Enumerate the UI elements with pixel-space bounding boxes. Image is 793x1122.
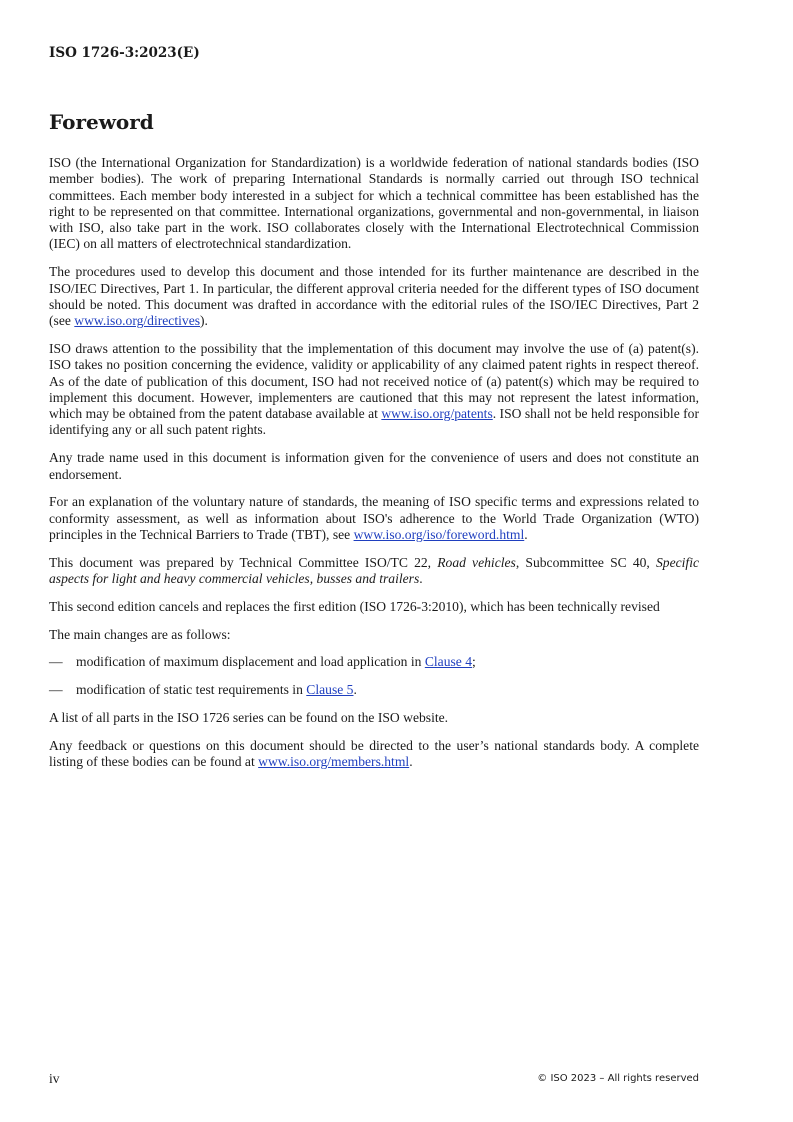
paragraph-text: The procedures used to develop this document and those intended for its further maintenance are described in the ISO/IEC Directives, Part 1. In particular, the different approval criteria needed for the different types of ISO document should be noted. This document was drafted in accordance with the editorial rules of the ISO/IEC Directives, Part 2 (see [49,264,699,329]
paragraph-procedures [49,264,699,329]
dash-bullet: — [49,682,63,698]
paragraph-voluntary-nature [49,494,699,543]
document-page [49,0,699,1122]
list-item [49,682,699,698]
paragraph-edition: This second edition cancels and replaces the first edition (ISO 1726-3:2010), which has been technically revised [49,598,660,614]
list-item-text [76,654,476,670]
dash-bullet: — [49,654,63,670]
subcommittee-name: Specific aspects for light and heavy commercial vehicles, busses and trailers [49,554,700,587]
paragraph-text: ). [200,313,208,329]
paragraph-text: . [353,682,357,698]
paragraph-iso-intro: ISO (the International Organization for Standardization) is a worldwide federation of national standards bodies (ISO member bodies). The work of preparing International Standards is normally carried out through ISO technical committees. Each member body interested in a subject for which a technical committee has been established has the right to be represented on that committee. International organizations, governmental and non-governmental, in liaison with ISO, also take part in the work. ISO collaborates closely with the International Electrotechnical Commission (IEC) on all matters of electrotechnical standardization. [49,155,699,252]
paragraph-text: ISO draws attention to the possibility that the implementation of this document may involve the use of (a) patent(s). ISO takes no position concerning the evidence, validity or applicability of any claimed patent rights in respect thereof. As of the date of publication of this document, ISO had not received notice of (a) patent(s) which may be required to implement this document. However, implementers are cautioned that this may not represent the latest information, which may be obtained from the patent database available at [49,340,699,422]
members-link[interactable]: www.iso.org/members.html [258,754,410,770]
copyright-notice: © ISO 2023 – All rights reserved [537,1073,699,1084]
clause-5-link[interactable]: Clause 5 [306,682,354,698]
list-item-text [76,682,357,698]
paragraph-changes-intro: The main changes are as follows: [49,626,231,642]
paragraph-text: , Subcommittee SC 40, [515,554,656,570]
list-item [49,654,699,670]
paragraph-text: . [524,526,528,542]
paragraph-text: ; [472,654,476,670]
section-title: Foreword [49,110,154,134]
paragraph-text: For an explanation of the voluntary nature of standards, the meaning of ISO specific terms and expressions related to conformity assessment, as well as information about ISO's adherence to the World Trade Organization (WTO) principles in the Technical Barriers to Trade (TBT), see [49,494,699,542]
paragraph-text: modification of static test requirements in [76,682,307,698]
page-number: iv [49,1071,60,1086]
clause-4-link[interactable]: Clause 4 [424,654,473,670]
paragraph-patents [49,341,699,439]
paragraph-series: A list of all parts in the ISO 1726 series can be found on the ISO website. [49,710,449,726]
foreword-link[interactable]: www.iso.org/iso/foreword.html [353,526,525,542]
paragraph-text: . [419,571,423,587]
document-identifier: ISO 1726-3:2023(E) [49,45,200,61]
paragraph-text: . ISO shall not be held responsible for identifying any or all such patent rights. [49,406,699,438]
directives-link[interactable]: www.iso.org/directives [74,313,201,329]
committee-name: Road vehicles [437,554,516,570]
paragraph-feedback [49,738,699,771]
patents-link[interactable]: www.iso.org/patents [381,406,493,422]
paragraph-text: modification of maximum displacement and load application in [76,654,425,670]
paragraph-committee [49,555,699,588]
foreword-body [49,155,699,782]
paragraph-text: Any feedback or questions on this document should be directed to the user’s national standards body. A complete listing of these bodies can be found at [49,737,699,770]
paragraph-trade-name: Any trade name used in this document is information given for the convenience of users and does not constitute an endorsement. [49,450,699,482]
paragraph-text: This document was prepared by Technical Committee ISO/TC 22, [49,554,438,570]
paragraph-text: . [409,754,413,770]
